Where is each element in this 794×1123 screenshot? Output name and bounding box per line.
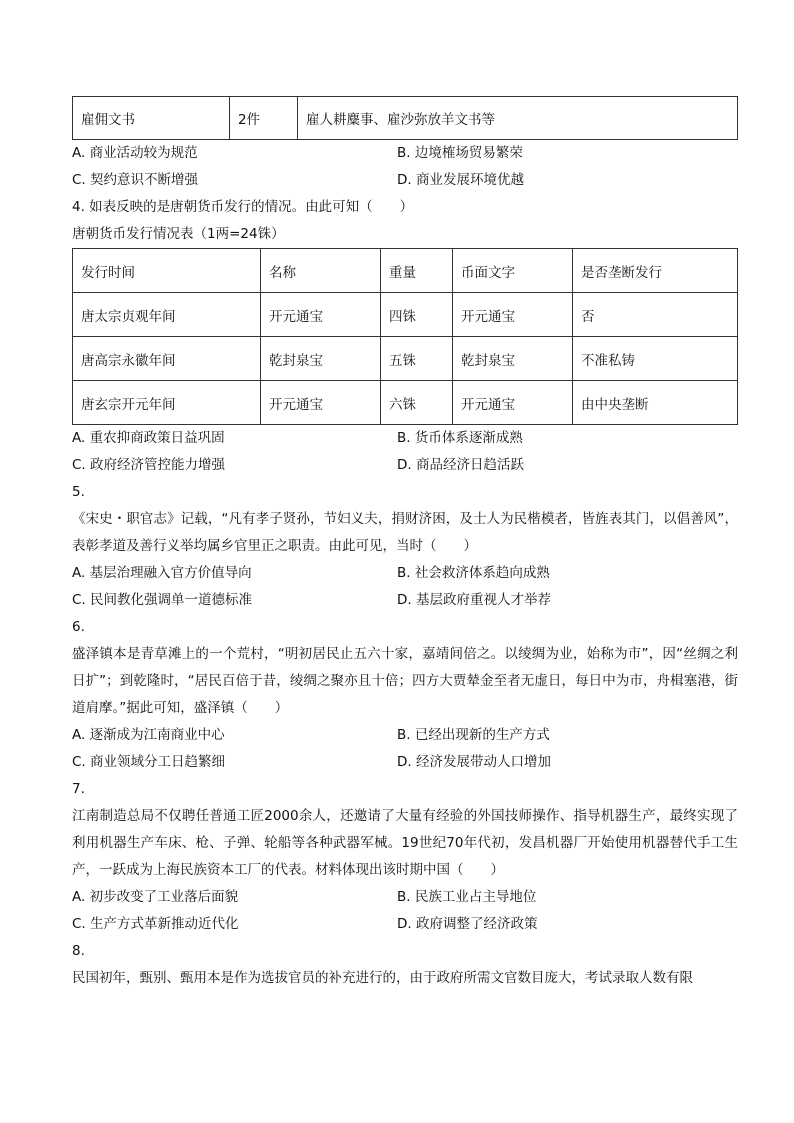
option-a: A. 基层治理融入官方价值导向 <box>72 565 252 581</box>
table-header-cell: 发行时间 <box>73 249 261 293</box>
table-cell: 2件 <box>230 97 298 140</box>
option-b: B. 社会救济体系趋向成熟 <box>397 565 550 581</box>
option-c: C. 生产方式革新推动近代化 <box>72 916 239 932</box>
q3-options-row-1 <box>72 140 738 167</box>
table-cell: 开元通宝 <box>261 293 381 337</box>
q4-table <box>72 248 738 425</box>
table-cell: 唐高宗永徽年间 <box>73 337 261 381</box>
option-b: B. 民族工业占主导地位 <box>397 889 537 905</box>
table-header-row <box>73 249 738 293</box>
table-cell: 由中央垄断 <box>573 381 738 425</box>
table-cell: 乾封泉宝 <box>261 337 381 381</box>
option-d: D. 经济发展带动人口增加 <box>397 754 551 770</box>
q7-options-row-1 <box>72 884 738 911</box>
q5-options-row-2 <box>72 587 738 614</box>
option-b: B. 已经出现新的生产方式 <box>397 727 550 743</box>
option-c: C. 民间教化强调单一道德标准 <box>72 592 253 608</box>
table-cell: 否 <box>573 293 738 337</box>
option-d: D. 商品经济日趋活跃 <box>397 457 524 473</box>
table-cell: 开元通宝 <box>453 293 573 337</box>
option-c: C. 政府经济管控能力增强 <box>72 457 226 473</box>
q7-number: 7. <box>72 781 85 797</box>
q5-stem: 《宋史・职官志》记载，“凡有孝子贤孙，节妇义夫，捐财济困，及士人为民楷模者，皆旌表其门，以倡善风”，表彰孝道及善行义举均属乡官里正之职责。由此可见，当时（ ） <box>72 511 738 554</box>
option-d: D. 政府调整了经济政策 <box>397 916 538 932</box>
table-row <box>73 381 738 425</box>
q3-table <box>72 96 738 140</box>
table-cell: 开元通宝 <box>261 381 381 425</box>
q7-options-row-2 <box>72 911 738 938</box>
table-header-cell: 重量 <box>381 249 453 293</box>
q6-number: 6. <box>72 619 85 635</box>
table-cell: 四铢 <box>381 293 453 337</box>
option-a: A. 初步改变了工业落后面貌 <box>72 889 239 905</box>
q5-number: 5. <box>72 484 85 500</box>
q6-stem: 盛泽镇本是青草滩上的一个荒村，“明初居民止五六十家，嘉靖间倍之。以绫绸为业，始称为市”，因“丝绸之利日扩”；到乾隆时，“居民百倍于昔，绫绸之聚亦且十倍；四方大贾辇金至者无虚日，每日中为市，舟楫塞港，街道肩摩。”据此可知，盛泽镇（ ） <box>72 646 738 716</box>
table-cell: 开元通宝 <box>453 381 573 425</box>
table-cell: 五铢 <box>381 337 453 381</box>
table-header-cell: 是否垄断发行 <box>573 249 738 293</box>
option-b: B. 边境榷场贸易繁荣 <box>397 145 523 161</box>
q4-stem: 4. 如表反映的是唐朝货币发行的情况。由此可知（ ） <box>72 199 414 215</box>
option-d: D. 商业发展环境优越 <box>397 172 524 188</box>
q7-stem: 江南制造总局不仅聘任普通工匠2000余人，还邀请了大量有经验的外国技师操作、指导机器生产，最终实现了利用机器生产车床、枪、子弹、轮船等各种武器军械。19世纪70年代初，发昌机器厂开始使用机器替代手工生产，一跃成为上海民族资本工厂的代表。材料体现出该时期中国（ ） <box>72 808 738 878</box>
table-row <box>73 97 738 140</box>
option-c: C. 契约意识不断增强 <box>72 172 199 188</box>
q4-options-row-1 <box>72 425 738 452</box>
q8-stem: 民国初年，甄别、甄用本是作为选拔官员的补充进行的，由于政府所需文官数目庞大，考试录取人数有限 <box>72 970 693 986</box>
q4-options-row-2 <box>72 452 738 479</box>
option-d: D. 基层政府重视人才举荐 <box>397 592 551 608</box>
table-cell: 不准私铸 <box>573 337 738 381</box>
option-a: A. 重农抑商政策日益巩固 <box>72 430 225 446</box>
table-header-cell: 名称 <box>261 249 381 293</box>
option-a: A. 逐渐成为江南商业中心 <box>72 727 225 743</box>
table-row <box>73 337 738 381</box>
table-cell: 六铢 <box>381 381 453 425</box>
table-cell: 雇人耕麋事、雇沙弥放羊文书等 <box>298 97 738 140</box>
q3-options-row-2 <box>72 167 738 194</box>
q5-options-row-1 <box>72 560 738 587</box>
table-cell: 唐玄宗开元年间 <box>73 381 261 425</box>
q6-options-row-2 <box>72 749 738 776</box>
option-b: B. 货币体系逐渐成熟 <box>397 430 523 446</box>
table-cell: 乾封泉宝 <box>453 337 573 381</box>
table-header-cell: 币面文字 <box>453 249 573 293</box>
option-c: C. 商业领域分工日趋繁细 <box>72 754 226 770</box>
q8-number: 8. <box>72 943 85 959</box>
q6-options-row-1 <box>72 722 738 749</box>
option-a: A. 商业活动较为规范 <box>72 145 198 161</box>
table-cell: 唐太宗贞观年间 <box>73 293 261 337</box>
table-row <box>73 293 738 337</box>
table-cell: 雇佣文书 <box>73 97 230 140</box>
q4-table-title: 唐朝货币发行情况表（1两=24铢） <box>72 226 285 242</box>
exam-page <box>72 96 738 992</box>
